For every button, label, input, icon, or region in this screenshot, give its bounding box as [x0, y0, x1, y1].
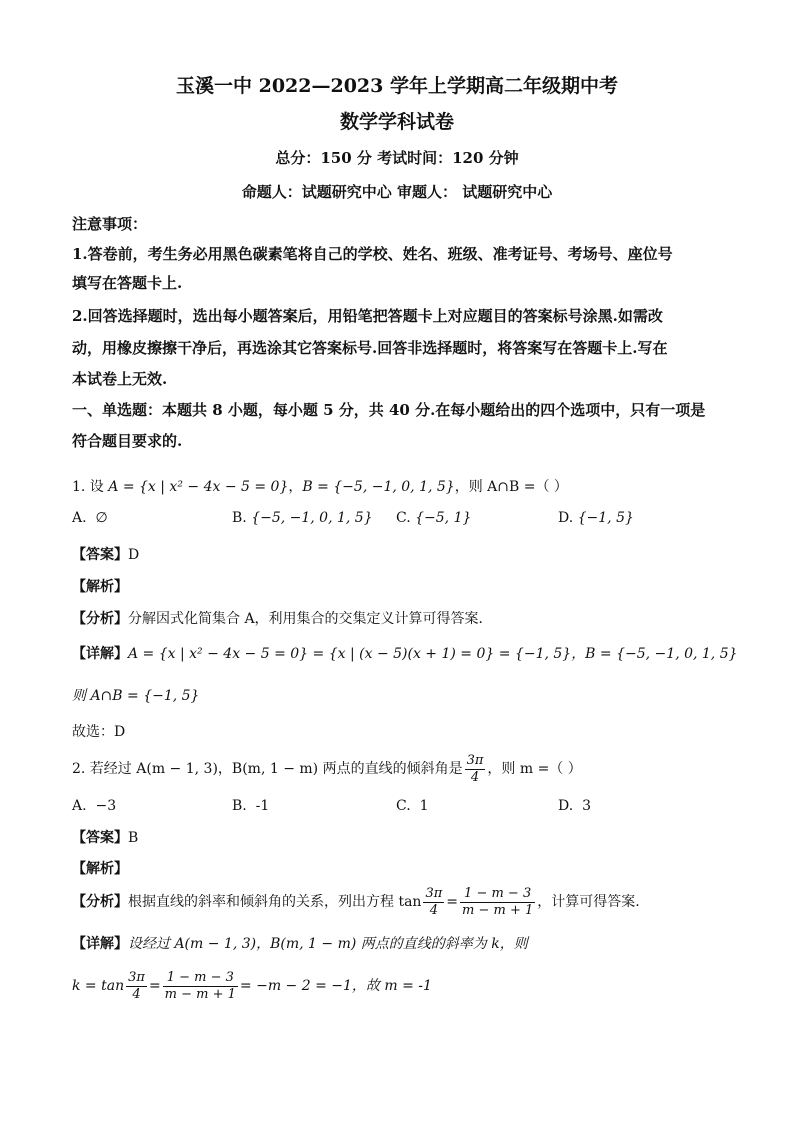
q1-set-a: A = {x | x² − 4x − 5 = 0} — [108, 479, 289, 495]
q2-option-d: D. 3 — [558, 798, 592, 814]
notice-item-2a: 2.回答选择题时，选出每小题答案后，用铅笔把答题卡上对应题目的答案标号涂黑.如需改 — [72, 307, 663, 325]
q1-option-d: D. {−1, 5} — [558, 510, 634, 526]
notice-item-2c: 本试卷上无效. — [72, 370, 168, 388]
q1-result: 则 A∩B = {−1, 5} — [72, 688, 200, 704]
q1-option-b: B. {−5, −1, 0, 1, 5} — [232, 510, 373, 526]
q2-xiangjie: 【详解】设经过 A(m − 1, 3)，B(m, 1 − m) 两点的直线的斜率为 k，则 — [72, 936, 528, 952]
q1-set-b: B = {−5, −1, 0, 1, 5} — [302, 479, 455, 495]
q1-option-a: A. ∅ — [72, 510, 108, 526]
exam-title: 玉溪一中 2022—2023 学年上学期高二年级期中考 — [176, 75, 618, 97]
q2-option-b: B. -1 — [232, 798, 270, 814]
q1-stem — [72, 477, 568, 497]
q1-option-c: C. {−5, 1} — [396, 510, 472, 526]
q1-number: 1. 设 — [72, 479, 104, 495]
q2-answer: 【答案】B — [72, 830, 139, 846]
notice-heading: 注意事项： — [72, 215, 148, 233]
exam-subtitle: 数学学科试卷 — [339, 111, 454, 133]
section1-heading-b: 符合题目要求的. — [72, 432, 183, 450]
q2-stem: 2. 若经过 A(m − 1, 3)，B(m, 1 − m) 两点的直线的倾斜角是 $\frac{3\pi}{4}$ ，则 m =（ ） — [72, 752, 582, 785]
q1-analysis-tag: 【解析】 — [72, 579, 128, 595]
q1-answer: 【答案】D — [72, 547, 140, 563]
q1-xiangjie: 【详解】A = {x | x² − 4x − 5 = 0} = {x | (x − 5)(x + 1) = 0} = {−1, 5}，B = {−5, −1, 0, 1, 5} — [72, 646, 738, 662]
q2-fenxi: 【分析】根据直线的斜率和倾斜角的关系，列出方程 tan $\frac{3\pi}{4}$ = $\frac{1 - m - 3}{m - m + 1}$ ，计算可得答案. — [72, 885, 640, 918]
q2-calculation: k = tan $\frac{3\pi}{4}$ = $\frac{1 - m - 3}{m - m + 1}$ = −m − 2 = −1，故 m = -1 — [72, 969, 432, 1002]
q2-option-c: C. 1 — [396, 798, 429, 814]
q2-option-a: A. −3 — [72, 798, 117, 814]
notice-item-2b: 动，用橡皮擦擦干净后，再选涂其它答案标号.回答非选择题时，将答案写在答题卡上.写在 — [72, 339, 668, 357]
q1-choose: 故选：D — [72, 724, 126, 740]
q2-analysis-tag: 【解析】 — [72, 861, 128, 877]
exam-authors: 命题人：试题研究中心 审题人： 试题研究中心 — [241, 183, 553, 201]
q1-ask: ，则 A∩B =（ ） — [454, 479, 568, 495]
section1-heading-a: 一、单选题：本题共 8 小题，每小题 5 分，共 40 分.在每小题给出的四个选项中，只有一项是 — [72, 401, 706, 419]
exam-meta: 总分：150 分 考试时间：120 分钟 — [275, 149, 519, 167]
q1-fenxi: 【分析】分解因式化简集合 A，利用集合的交集定义计算可得答案． — [72, 611, 493, 627]
q2-angle-fraction: $\frac{3\pi}{4}$ — [466, 752, 484, 785]
notice-item-1b: 填写在答题卡上. — [72, 274, 183, 292]
notice-item-1a: 1.答卷前，考生务必用黑色碳素笔将自己的学校、姓名、班级、准考证号、考场号、座位号 — [72, 245, 673, 263]
q1-sep: ， — [288, 479, 303, 495]
